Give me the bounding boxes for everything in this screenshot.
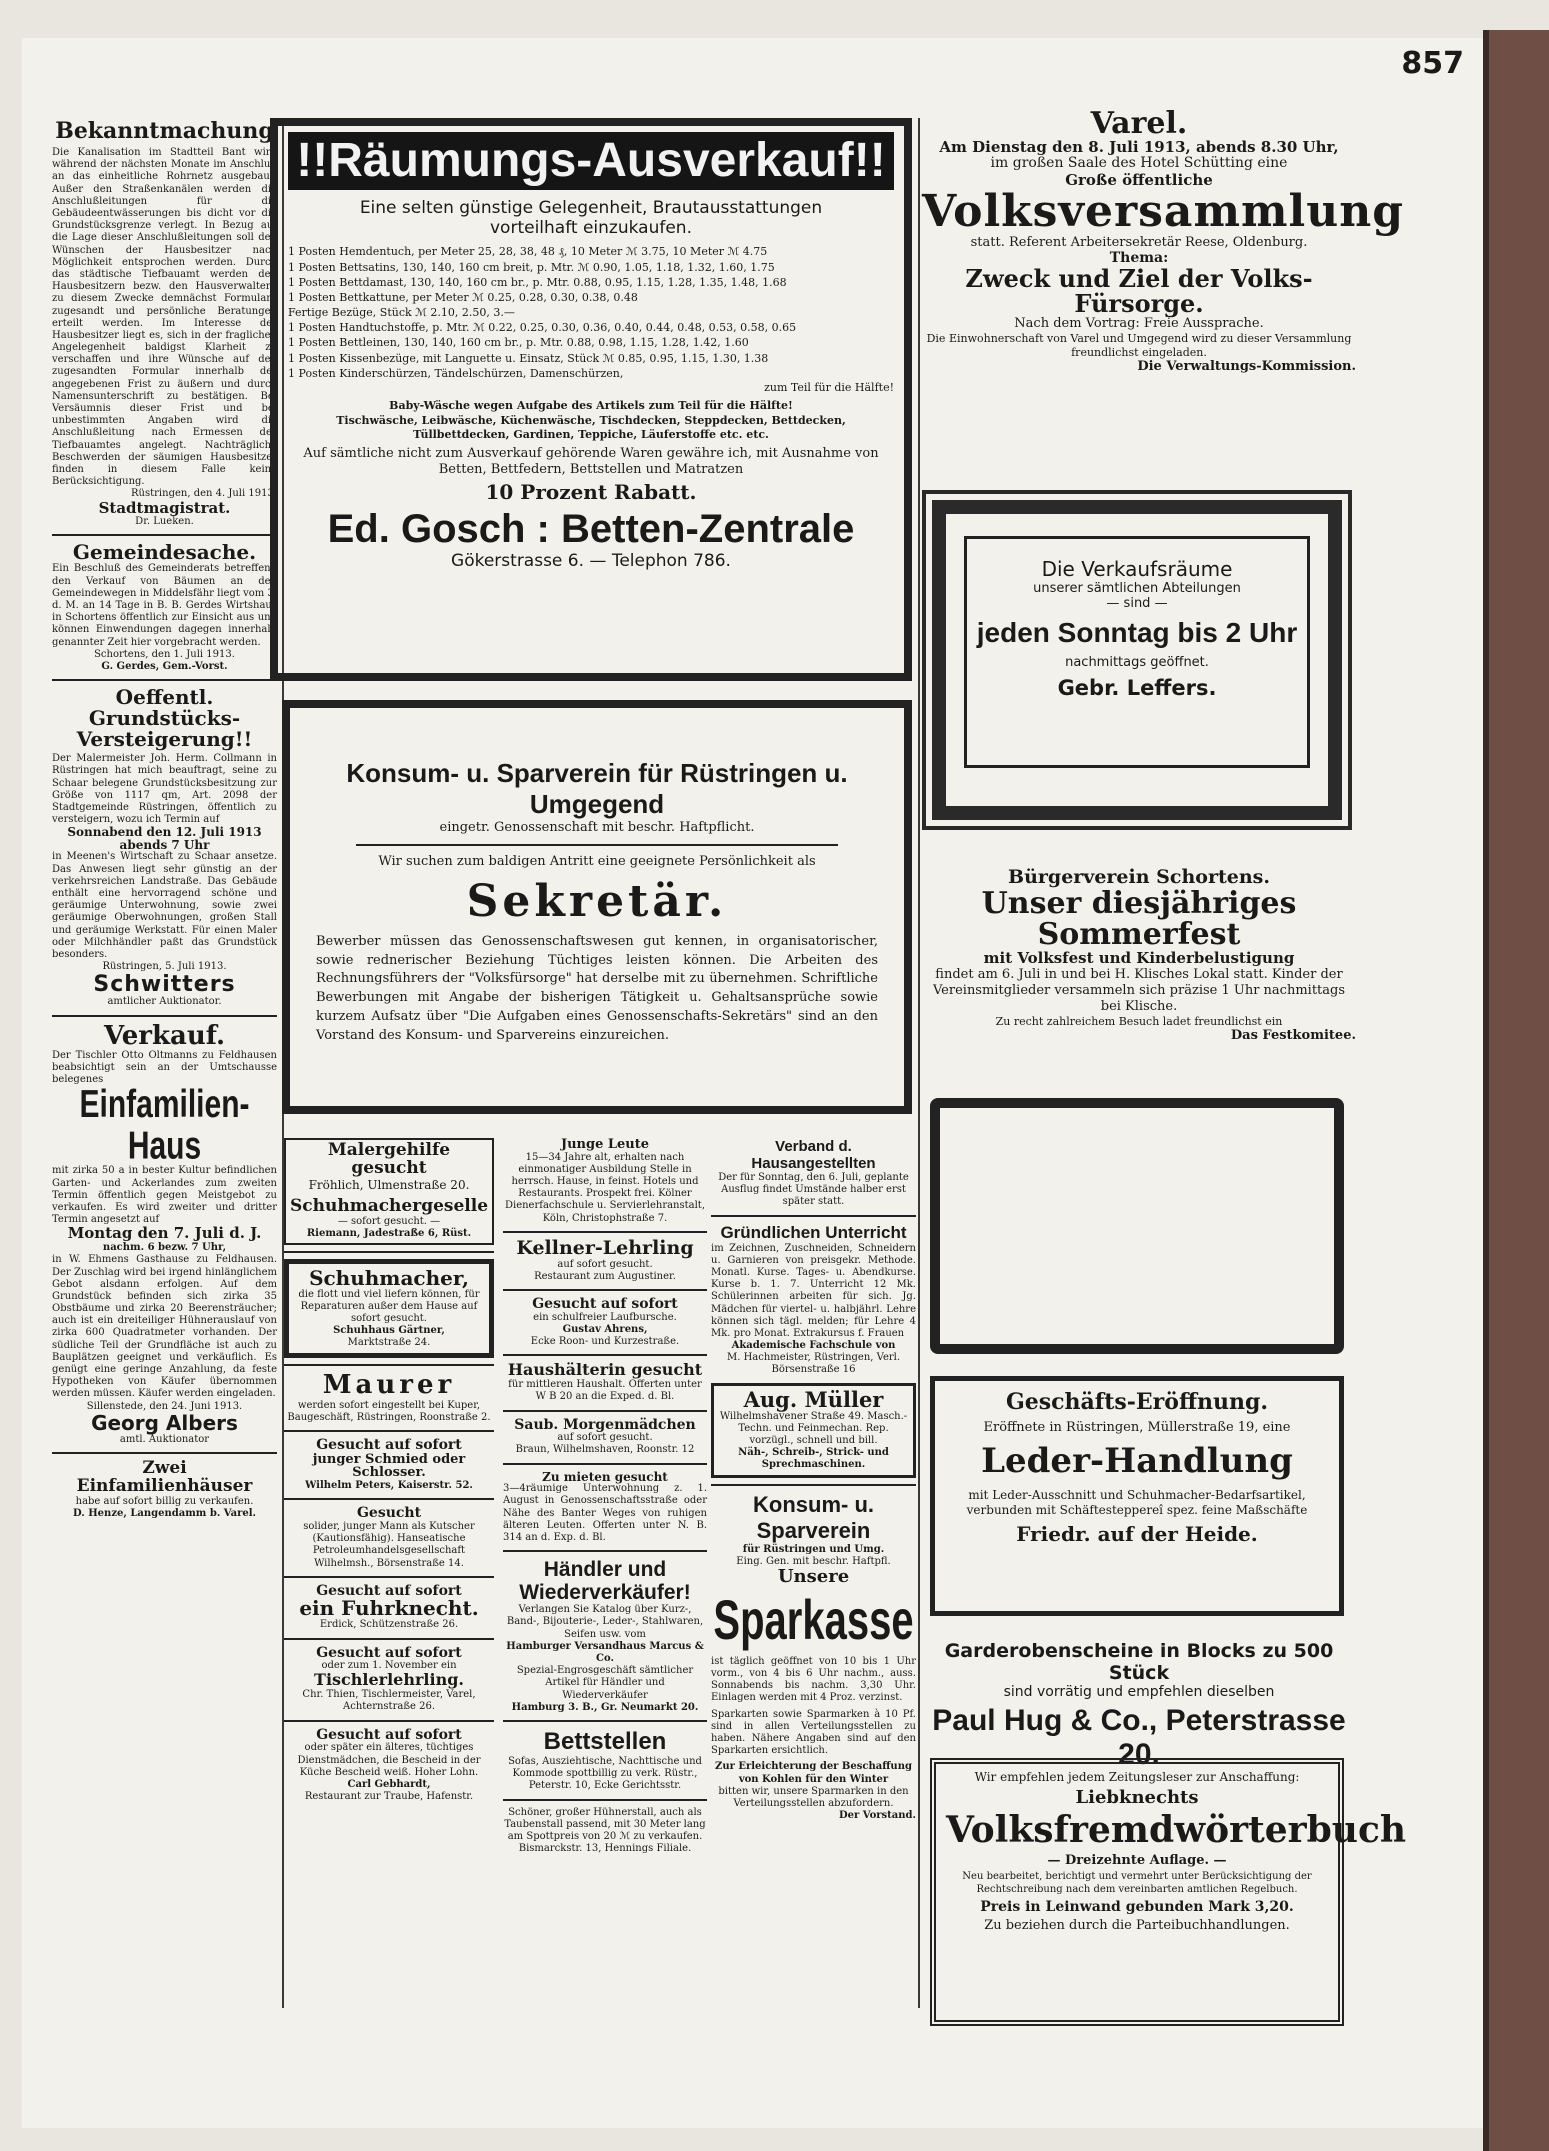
lieb-price: Preis in Leinwand gebunden Mark 3,20. <box>980 1898 1294 1915</box>
ks-unsere: Unsere <box>777 1565 850 1587</box>
schuhgeselle-title: Schuhmachergeselle <box>290 1196 489 1217</box>
verkauf-title: Verkauf. <box>103 1020 226 1051</box>
small-ads-b <box>503 1138 707 1855</box>
kellner-sign: Restaurant zum Augustiner. <box>534 1270 676 1282</box>
varel-big: Volksversammlung <box>922 185 1405 237</box>
tisch-body: oder zum 1. November ein <box>321 1660 457 1672</box>
raeumung-price-row: 1 Posten Bettleinen, 130, 140, 160 cm br., p. Mtr. 0.88, 0.98, 1.15, 1.28, 1.42, 1.60 <box>288 336 749 350</box>
tisch-big: Tischlerlehrling. <box>314 1670 464 1690</box>
dienst-sign: Carl Gebhardt, <box>347 1778 431 1790</box>
leffers-2: unserer sämtlichen Abteilungen <box>1033 581 1241 596</box>
unterricht-sign2: M. Hachmeister, Rüstringen, Verl. Börsenstraße 16 <box>726 1352 901 1376</box>
maler-body: Fröhlich, Ulmenstraße 20. <box>308 1177 470 1192</box>
ks-body: ist täglich geöffnet von 10 bis 1 Uhr vorm., von 4 bis 6 Uhr nachm., auss. Sonnabends bis nachm. 3,30 Uhr. Einlagen werden mit 4 Proz. verzinst. <box>711 1655 916 1704</box>
verband-body: Der für Sonntag, den 6. Juli, geplante Ausflug findet Umstände halber erst später statt. <box>718 1172 909 1208</box>
grundstueck-sign: Schwitters <box>93 972 236 998</box>
morgen-body: auf sofort gesucht. <box>557 1432 653 1444</box>
lauf-sign2: Ecke Roon- und Kurzestraße. <box>530 1336 680 1348</box>
divider <box>284 1251 494 1253</box>
raeumung-note: Auf sämtliche nicht zum Ausverkauf gehörende Waren gewähre ich, mit Ausnahme von Betten, Bettfedern, Bettstellen und Matratzen <box>303 445 879 478</box>
leder-body: Eröffnete in Rüstringen, Müllerstraße 19, eine <box>983 1420 1291 1436</box>
leffers-1: Die Verkaufsräume <box>1041 557 1233 581</box>
bekanntmachung-date: Rüstringen, den 4. Juli 1913. <box>131 488 277 500</box>
raeumung-price-row: 1 Posten Kinderschürzen, Tändelschürzen, Damenschürzen, <box>288 366 624 380</box>
dienst-sign2: Restaurant zur Traube, Hafenstr. <box>304 1791 474 1803</box>
varel-topic: Zweck und Ziel der Volks-Fürsorge. <box>965 263 1313 318</box>
column-rule <box>918 118 920 2008</box>
varel-ref: statt. Referent Arbeitersekretär Reese, Oldenburg. <box>970 234 1308 250</box>
leffers-4: nachmittags geöffnet. <box>1065 655 1209 670</box>
lauf-body: ein schulfreier Laufbursche. <box>533 1311 677 1323</box>
raeumung-price-list <box>288 244 894 381</box>
small-ads-c <box>711 1138 916 1822</box>
divider <box>52 1015 277 1017</box>
mueller-title: Aug. Müller <box>743 1386 884 1412</box>
gemeindesache-sign: G. Gerdes, Gem.-Vorst. <box>101 660 228 672</box>
konsum-lead: Wir suchen zum baldigen Antritt eine geeignete Persönlichkeit als <box>378 854 816 870</box>
konsum-title: Konsum- u. Sparverein für Rüstringen u. Umgegend <box>346 758 848 819</box>
varel-invite: Die Einwohnerschaft von Varel und Umgegend wird zu dieser Versammlung freundlichst eingeladen. <box>926 332 1352 359</box>
konsum-sekretaer-ad <box>282 700 912 1114</box>
schuhmacher-body: die flott und viel liefern können, für Reparaturen außer dem Hause auf sofort gesucht. <box>298 1288 480 1324</box>
lieb-body: Neu bearbeitet, berichtigt und vermehrt unter Berücksichtigung der Rechtschreibung nach dem vereinbarten amtlichen Regelbuch. <box>962 1871 1312 1895</box>
grundstueck-date2: Rüstringen, 5. Juli 1913. <box>102 961 227 973</box>
divider <box>284 1430 494 1432</box>
raeumung-price-row: 1 Posten Handtuchstoffe, p. Mtr. ℳ 0.22, 0.25, 0.30, 0.36, 0.40, 0.44, 0.48, 0.53, 0.58, 0.65 <box>288 321 797 335</box>
page-number: 857 <box>1401 46 1464 81</box>
divider <box>284 1576 494 1578</box>
konsum-sub: eingetr. Genossenschaft mit beschr. Haftpflicht. <box>439 820 755 835</box>
varel-pre: Große öffentliche <box>1065 170 1213 189</box>
schuhgeselle-body: — sofort gesucht. — <box>337 1216 441 1228</box>
haendler-addr: Hamburg 3. B., Gr. Neumarkt 20. <box>511 1701 699 1713</box>
lieb-big: Volksfremdwörterbuch <box>946 1808 1407 1851</box>
schmied-sign: Wilhelm Peters, Kaiserstr. 52. <box>305 1480 473 1492</box>
schlachter-ad <box>930 1098 1344 1354</box>
verband-title: Verband d. Hausangestellten <box>751 1138 876 1172</box>
leffers-3: — sind — <box>1106 596 1168 611</box>
leffers-big: jeden Sonntag bis 2 Uhr <box>976 617 1298 648</box>
huhn-body: Schöner, großer Hühnerstall, auch als Taubenstall passend, mit 30 Meter lang am Spottpreis von 20 ℳ zu verkaufen. Bismarckstr. 13, Hennings Filiale. <box>504 1806 706 1855</box>
buerger-big: Unser diesjähriges Sommerfest <box>981 885 1297 953</box>
leder-body2: mit Leder-Ausschnitt und Schuhmacher-Bedarfsartikel, verbunden mit Schäftesteppereî spez. feine Maßschäfte <box>966 1488 1308 1518</box>
bekanntmachung-sign2: Dr. Lueken. <box>135 516 194 528</box>
raeumung-addr: Gökerstrasse 6. — Telephon 786. <box>451 551 731 572</box>
leute-title: Junge Leute <box>560 1137 650 1152</box>
buerger-title: Bürgerverein Schortens. <box>1008 866 1270 888</box>
schmied-big: junger Schmied oder Schlosser. <box>312 1451 466 1481</box>
gemeindesache-date: Schortens, den 1. Juli 1913. <box>94 648 235 660</box>
schuhgeselle-sign: Riemann, Jadestraße 6, Rüst. <box>306 1228 472 1240</box>
small-ads-a <box>284 1138 494 1803</box>
varel-date: Am Dienstag den 8. Juli 1913, abends 8.30 Uhr, <box>939 137 1339 156</box>
unterricht-body: im Zeichnen, Zuschneiden, Schneidern u. Garnieren von preisgekr. Methode. Monatl. Kurse. Tages- u. Abendkurse. Kurse b. 1. 7. Unterricht 12 Mk. Schülerinnen arbeiten für sich. Jg. Mädchen für viertel- u. halbjährl. Lehre können sich tägl. melden; für Lehre 4 Mk. pro Monat. Extrakursus f. Frauen <box>711 1242 916 1339</box>
zwei-sign: D. Henze, Langendamm b. Varel. <box>72 1507 257 1519</box>
haus-body: für mittleren Haushalt. Offerten unter W B 20 an die Exped. d. Bl. <box>508 1379 702 1403</box>
unterricht-title: Gründlichen Unterricht <box>720 1222 907 1242</box>
grundstueck-body: Der Malermeister Joh. Herm. Collmann in Rüstringen hat mich beauftragt, seine zu Schaar belegene Grundstücksbesitzung zur Größe von 1117 qm, Art. 2098 der Stadtgemeinde Rüstringen, öffentlich zu versteigern, wozu ich Termin auf <box>52 753 277 826</box>
verkauf-body: Der Tischler Otto Oltmanns zu Feldhausen beabsichtigt sein an der Umtschausse belegenes <box>52 1049 277 1086</box>
schuhmacher-sign: Schuhhaus Gärtner, <box>333 1325 445 1337</box>
konsum-big: Sekretär. <box>466 875 728 927</box>
maler-title: Malergehilfe gesucht <box>327 1140 451 1178</box>
raeumung-rows-tail: zum Teil für die Hälfte! <box>764 380 894 394</box>
bett-title: Bettstellen <box>543 1727 667 1755</box>
varel-title: Varel. <box>1090 106 1188 141</box>
raeumung-baby: Baby-Wäsche wegen Aufgabe des Artikels zum Teil für die Hälfte! <box>389 398 793 412</box>
divider <box>52 679 277 681</box>
schuhmacher-title: Schuhmacher, <box>309 1265 469 1290</box>
lieb-aufl: — Dreizehnte Auflage. — <box>1047 1852 1227 1868</box>
varel-sign: Die Verwaltungs-Kommission. <box>1137 358 1356 374</box>
fuhr-title: Gesucht auf sofort <box>316 1582 462 1599</box>
divider <box>711 1215 916 1217</box>
morgen-sign: Braun, Wilhelmshaven, Roonstr. 12 <box>515 1444 695 1456</box>
kellner-body: auf sofort gesucht. <box>557 1258 653 1270</box>
divider <box>284 1638 494 1640</box>
leder-big: Leder-Handlung <box>981 1441 1293 1482</box>
morgen-title: Saub. Morgenmädchen <box>514 1416 696 1433</box>
raeumung-price-row: 1 Posten Bettkattune, per Meter ℳ 0.25, 0.28, 0.30, 0.38, 0.48 <box>288 290 638 304</box>
buerger-sub: mit Volksfest und Kinderbelustigung <box>983 948 1295 967</box>
konsum-body: Bewerber müssen das Genossenschaftswesen gut kennen, in organisatorischer, sowie rednerischer Beziehung Tüchtiges leisten können. Die Arbeiten des Rechnungsführers der "Volksfürsorge" hat derselbe mit zu übernehmen. Schriftliche Bewerbungen mit Angabe der bisherigen Tätigkeit u. Gehaltsansprüche sowie kurzem Aufsatz über "Die Aufgaben eines Genossenschafts-Sekretärs" sind an den Vorstand des Konsum- und Sparvereins einzureichen. <box>316 933 878 1043</box>
leder-ad <box>930 1376 1344 1616</box>
raeumung-linen: Tischwäsche, Leibwäsche, Küchenwäsche, Tischdecken, Steppdecken, Bettdecken, Tüllbettdecken, Gardinen, Teppiche, Läuferstoffe etc. etc. <box>336 414 846 442</box>
divider <box>503 1231 707 1233</box>
verkauf-sign: Georg Albers <box>91 1410 238 1435</box>
raeumung-price-row: 1 Posten Bettsatins, 130, 140, 160 cm breit, p. Mtr. ℳ 0.90, 1.05, 1.18, 1.32, 1.60, 1.75 <box>288 260 775 274</box>
gemeindesache-body: Ein Beschluß des Gemeinderats betreffend den Verkauf von Bäumen an den Gemeindewegen in Middelsfähr liegt vom 3. d. M. an 14 Tage in B. B. Gerdes Wirtshaus in Schortens öffentlich zur Einsicht aus und können Einwendungen dagegen innerhalb genannter Zeit hier vorgebracht werden. <box>52 563 277 648</box>
divider <box>503 1550 707 1552</box>
hug-2: sind vorrätig und empfehlen dieselben <box>1003 1684 1275 1700</box>
unterricht-sign: Akademische Fachschule von <box>731 1340 896 1352</box>
verkauf-date: Montag den 7. Juli d. J. <box>67 1224 262 1243</box>
buergerverein-ad <box>922 868 1356 1043</box>
divider <box>503 1289 707 1291</box>
ks-sub: für Rüstringen und Umg. <box>742 1543 885 1555</box>
kutscher-title: Gesucht <box>356 1505 422 1522</box>
buerger-sign: Das Festkomitee. <box>1230 1028 1356 1044</box>
ks-bold: Zur Erleichterung der Beschaffung von Kohlen für den Winter <box>715 1761 912 1785</box>
leder-title: Geschäfts-Eröffnung. <box>1005 1389 1269 1415</box>
divider <box>52 534 277 536</box>
lieb-where: Zu beziehen durch die Parteibuchhandlungen. <box>984 1918 1290 1934</box>
divider <box>284 1364 494 1366</box>
lieb-2: Liebknechts <box>1075 1787 1199 1808</box>
haendler-title: Händler und Wiederverkäufer! <box>519 1558 691 1605</box>
tisch-sign: Chr. Thien, Tischlermeister, Varel, Achternstraße 26. <box>302 1689 476 1713</box>
ks-sign: Der Vorstand. <box>838 1810 916 1822</box>
hug-ad <box>922 1640 1356 1772</box>
divider <box>711 1484 916 1486</box>
verkauf-body2: mit zirka 50 a in bester Kultur befindlichen Garten- und Ackerlandes zum zweiten Termin öffentlich gegen Meistgebot zu verkaufen. Es wird zweiter und dritter Termin angesetzt auf <box>52 1165 277 1226</box>
mueller-body: Wilhelmshavener Straße 49. Masch.-Techn. und Feinmechan. Rep. vorzügl., schnell und bill. <box>719 1410 908 1447</box>
bekanntmachung-title: Bekanntmachung <box>55 118 274 144</box>
divider <box>284 1720 494 1722</box>
zwei-title: Zwei Einfamilienhäuser <box>76 1457 253 1496</box>
divider <box>356 844 838 846</box>
kutscher-body: solider, junger Mann als Kutscher (Kautionsfähig). Hanseatische Petroleumhandelsgesellschaft Wilhelmsh., Börsenstraße 14. <box>303 1520 475 1569</box>
raeumung-sub: Eine selten günstige Gelegenheit, Brautausstattungen vorteilhaft einzukaufen. <box>359 198 823 239</box>
hug-firm: Paul Hug & Co., Peterstrasse 20. <box>932 1704 1346 1771</box>
divider <box>503 1354 707 1356</box>
grundstueck-date: Sonnabend den 12. Juli 1913 abends 7 Uhr <box>67 825 262 852</box>
divider <box>503 1720 707 1722</box>
leute-body: 15—34 Jahre alt, erhalten nach einmonatiger Ausbildung Stelle in herrsch. Hause, in feinst. Hotels und Restaurants. Prospekt frei. Kölner Dienerfachschule u. Servierlehranstalt, Köln, Christophstraße 7. <box>504 1151 706 1224</box>
raeumung-price-row: Fertige Bezüge, Stück ℳ 2.10, 2.50, 3.— <box>288 306 515 320</box>
haendler-body: Verlangen Sie Katalog über Kurz-, Band-, Bijouterie-, Leder-, Stahlwaren, Seifen usw. vom <box>506 1604 704 1640</box>
miet-title: Zu mieten gesucht <box>542 1469 668 1484</box>
book-binding <box>1483 30 1549 2151</box>
raeumung-ad <box>270 118 912 681</box>
varel-thema: Thema: <box>1109 249 1169 266</box>
zwei-body: habe auf sofort billig zu verkaufen. <box>75 1495 254 1507</box>
lauf-sign: Gustav Ahrens, <box>562 1323 648 1335</box>
raeumung-rabatt: 10 Prozent Rabatt. <box>485 480 697 505</box>
lieb-1: Wir empfehlen jedem Zeitungsleser zur Anschaffung: <box>974 1770 1300 1784</box>
leffers-ad <box>932 500 1342 820</box>
leffers-firm: Gebr. Leffers. <box>1057 676 1217 700</box>
schmied-title: Gesucht auf sofort <box>316 1437 462 1454</box>
verkauf-date2: nachm. 6 bezw. 7 Uhr, <box>102 1242 227 1254</box>
verkauf-date3: Sillenstede, den 24. Juni 1913. <box>86 1400 243 1412</box>
divider <box>52 1452 277 1454</box>
maurer-body: werden sofort eingestellt bei Kuper, Baugeschäft, Rüstringen, Roonstraße 2. <box>287 1399 491 1423</box>
raeumung-title: !!Räumungs-Ausverkauf!! <box>288 132 894 190</box>
haus-title: Haushälterin gesucht <box>507 1360 703 1380</box>
dienst-body: oder später ein älteres, tüchtiges Dienstmädchen, die Bescheid in der Küche Bescheid weiß. Hoher Lohn. <box>297 1742 481 1778</box>
raeumung-firm: Ed. Gosch : Betten-Zentrale <box>327 507 855 552</box>
miet-body: 3—4räumige Unterwohnung z. 1. August in Genossenschaftsstraße oder Nähe des Banter Weges von ruhigen älteren Leuten. Offerten unter N. B. 314 an d. Exp. d. Bl. <box>503 1483 707 1543</box>
divider <box>503 1799 707 1801</box>
ks-title: Konsum- u. Sparverein <box>753 1491 874 1543</box>
bett-body: Sofas, Ausziehtische, Nachttische und Kommode spottbillig zu verk. Rüstr., Peterstr. 10, Ecke Gerichtsstr. <box>508 1755 702 1792</box>
raeumung-price-row: 1 Posten Bettdamast, 130, 140, 160 cm br., p. Mtr. 0.88, 0.95, 1.15, 1.28, 1.35, 1.48, 1.68 <box>288 275 787 289</box>
divider <box>503 1463 707 1465</box>
haendler-body2: Spezial-Engrosgeschäft sämtlicher Artikel für Händler und Wiederverkäufer <box>516 1665 694 1701</box>
fuhr-big: ein Fuhrknecht. <box>299 1596 479 1621</box>
ks-sub2: Eing. Gen. mit beschr. Haftpfl. <box>736 1555 891 1567</box>
raeumung-price-row: 1 Posten Hemdentuch, per Meter 25, 28, 38, 48 ₰, 10 Meter ℳ 3.75, 10 Meter ℳ 4.75 <box>288 245 768 259</box>
raeumung-price-row: 1 Posten Kissenbezüge, mit Languette u. Einsatz, Stück ℳ 0.85, 0.95, 1.15, 1.30, 1.38 <box>288 351 769 365</box>
leder-sign: Friedr. auf der Heide. <box>1016 1522 1258 1547</box>
varel-place: im großen Saale des Hotel Schütting eine <box>990 155 1288 172</box>
grundstueck-sign2: amtlicher Auktionator. <box>107 996 222 1008</box>
haendler-firm: Hamburger Versandhaus Marcus & Co. <box>506 1640 704 1665</box>
bekanntmachung-body: Die Kanalisation im Stadtteil Bant wird während der nächsten Monate im Anschluß an das einheitliche Rohrnetz ausgebaut. Außer den Straßenkanälen werden die Anschlußleitungen für die Gebäudeentwässerungen bis dicht vor die Grundstücksgrenze verlegt. In Bezug auf die Lage dieser Anschlußleitungen soll den Wünschen der Hausbesitzer nach Möglichkeit entsprochen werden. Durch das städtische Tiefbauamt werden den Hausbesitzern bezw. den Hausverwaltern zu diesem Zwecke demnächst Formulare zugesandt und persönliche Beratungen erteilt werden. Im Interesse der Hausbesitzer liegt es, sich in der fraglichen Angelegenheit baldigst Klarheit zu verschaffen und ihre Wünsche auf den zugesandten Formular innerhalb der angegebenen Frist zu äußern und durch Namensunterschrift zu bestätigen. Bei Versäumnis dieser Frist und bei unbestimmten Angaben wird die Anschlußleitung nach Ermessen des Tiefbauamtes angelegt. Nachträgliche Beschwerden der säumigen Hausbesitzer finden in diesem Falle keine Berücksichtigung. <box>52 147 277 488</box>
ks-body3: bitten wir, unsere Sparmarken in den Verteilungsstellen abzufordern. <box>718 1785 909 1809</box>
right-column <box>922 106 1405 374</box>
tisch-title: Gesucht auf sofort <box>316 1644 462 1661</box>
grundstueck-body2: in Meenen's Wirtschaft zu Schaar ansetze. Das Anwesen liegt sehr günstig an der verkehrsreichen Landstraße. Das Gebäude enthält eine hervorragend schöne und geräumige Unterwohnung, sowie zwei geräumige Oberwohnungen, großen Stall und geräumige Werkstatt. Für einen Maler oder Milchhändler paßt das Grundstück besonders. <box>52 851 277 960</box>
gemeindesache-title: Gemeindesache. <box>72 540 257 565</box>
ks-big: Sparkasse <box>713 1589 914 1652</box>
ks-body2: Sparkarten sowie Sparmarken à 10 Pf. sind in allen Verteilungsstellen zu haben. Nähere Angaben sind auf den Sparkarten ersichtlich. <box>711 1708 916 1757</box>
verkauf-body3: in W. Ehmens Gasthause zu Feldhausen. Der Zuschlag wird bei irgend hinlänglichem Gebot alsdann erfolgen. Auf dem Grundstück befinden sich zirka 35 Obstbäume und zirka 20 Beerensträucher; auch ist ein dreiteiliger Hühnerauslauf von zirka 600 Quadratmeter vorhanden. Der südliche Teil der Grundfläche ist auch zu Bauplätzen geeignet und verkäuflich. Es genügt eine geringe Anzahlung, da feste Hypotheken von Käufer übernommen werden müssen. Käufer werden eingeladen. <box>52 1254 277 1400</box>
buerger-invite: Zu recht zahlreichem Besuch ladet freundlichst ein <box>995 1015 1283 1029</box>
left-column <box>52 120 277 1520</box>
bekanntmachung-sign: Stadtmagistrat. <box>98 498 231 517</box>
mueller-big: Näh-, Schreib-, Strick- und Sprechmaschinen. <box>738 1447 889 1471</box>
maurer-title: Maurer <box>322 1370 456 1401</box>
grundstueck-title: Oeffentl. Grundstücks-Versteigerung!! <box>76 685 253 752</box>
hug-1: Garderobenscheine in Blocks zu 500 Stück <box>944 1640 1334 1684</box>
varel-after: Nach dem Vortrag: Freie Aussprache. <box>1014 316 1264 331</box>
buerger-body: findet am 6. Juli in und bei H. Klisches Lokal statt. Kinder der Vereinsmitglieder versammeln sich präzise 1 Uhr nachmittags bei Klische. <box>932 966 1346 1015</box>
divider <box>503 1410 707 1412</box>
lauf-title: Gesucht auf sofort <box>532 1296 678 1313</box>
verkauf-big: Einfamilien-Haus <box>79 1083 250 1168</box>
kellner-title: Kellner-Lehrling <box>516 1236 694 1259</box>
dienst-title: Gesucht auf sofort <box>316 1726 462 1743</box>
divider <box>284 1498 494 1500</box>
fuhr-sign: Erdick, Schützenstraße 26. <box>319 1619 459 1631</box>
verkauf-sign2: amtl. Auktionator <box>119 1433 210 1445</box>
liebknecht-ad <box>930 1758 1407 2026</box>
schuhmacher-sign2: Marktstraße 24. <box>347 1337 431 1349</box>
